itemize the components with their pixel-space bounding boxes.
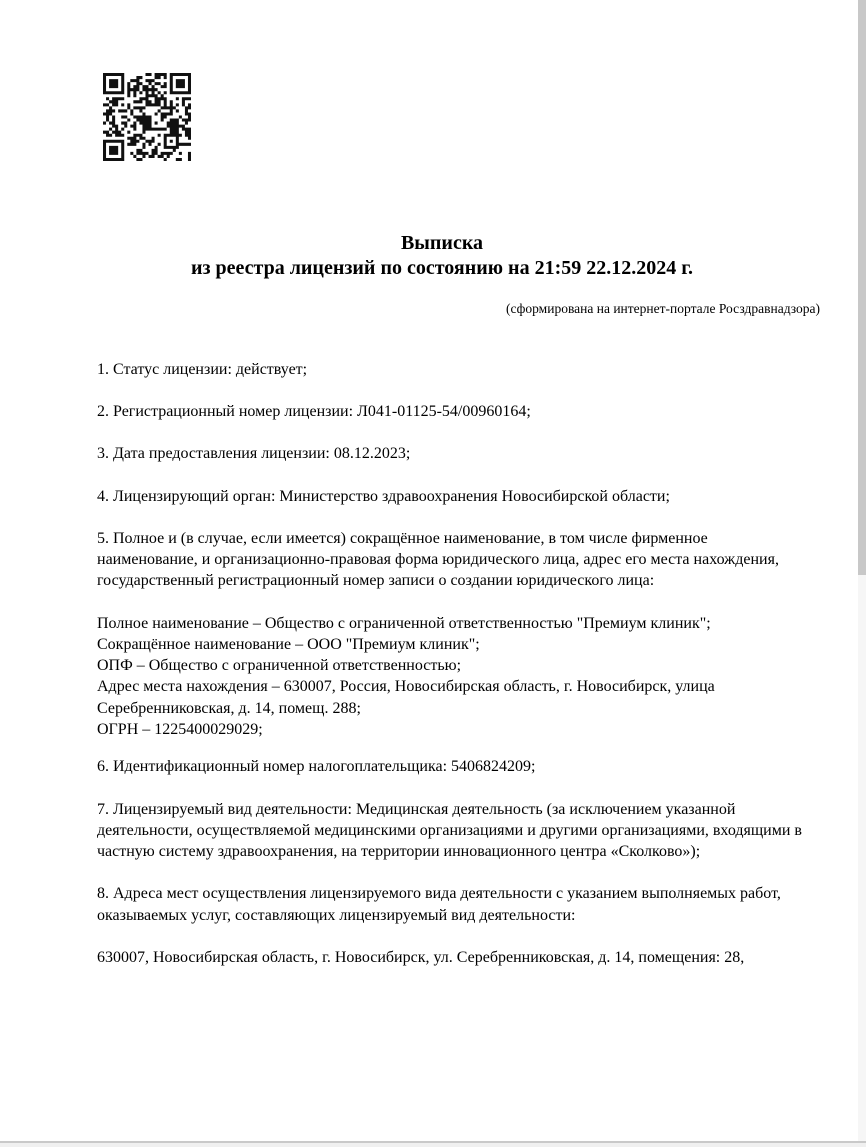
paragraph-license-status: 1. Статус лицензии: действует;	[97, 361, 308, 378]
scrollbar[interactable]	[858, 0, 866, 1147]
title-line-2: из реестра лицензий по состоянию на 21:59 22.12.2024 г.	[190, 257, 694, 279]
paragraph-activity-address: 630007, Новосибирская область, г. Новосибирск, ул. Серебренниковская, д. 14, помещения: 28,	[97, 948, 745, 966]
paragraph-inn: 6. Идентификационный номер налогоплательщика: 5406824209;	[97, 758, 536, 776]
title-line-1: Выписка	[400, 232, 484, 254]
qr-code	[103, 73, 191, 161]
paragraph-grant-date: 3. Дата предоставления лицензии: 08.12.2023;	[97, 445, 411, 463]
paragraph-organization-intro: 5. Полное и (в случае, если имеется) сокращённое наименование, в том числе фирменное наименование, и организационно-правовая форма юридического лица, адрес его места нахождения, государственный регистрационный номер записи о создании юридического лица:	[97, 529, 779, 590]
paragraph-licensing-authority: 4. Лицензирующий орган: Министерство здравоохранения Новосибирской области;	[97, 487, 670, 505]
document-title	[97, 231, 787, 281]
org-short-name: Сокращённое наименование – ООО "Премиум клиник";	[97, 635, 480, 653]
org-full-name: Полное наименование – Общество с ограниченной ответственностью "Премиум клиник";	[97, 614, 711, 632]
paragraph-licensed-activity: 7. Лицензируемый вид деятельности: Медицинская деятельность (за исключением указанной деятельности, осуществляемой медицинскими организациями и другими организациями, входящими в частную систему здравоохранения, на территории инновационного центра «Сколково»);	[97, 800, 802, 861]
org-ogrn: ОГРН – 1225400029029;	[97, 721, 263, 739]
org-address: Адрес места нахождения – 630007, Россия, Новосибирская область, г. Новосибирск, улица Серебренниковская, д. 14, помещ. 288;	[97, 678, 715, 717]
scrollbar-thumb[interactable]	[858, 0, 866, 575]
paragraph-registration-number: 2. Регистрационный номер лицензии: Л041-01125-54/00960164;	[97, 403, 531, 421]
formed-note: (сформирована на интернет-портале Росздравнадзора)	[505, 301, 820, 316]
paragraph-addresses-intro: 8. Адреса мест осуществления лицензируемого вида деятельности с указанием выполняемых работ, оказываемых услуг, составляющих лицензируемый вид деятельности:	[97, 885, 781, 924]
viewer-background	[0, 1143, 866, 1147]
document-body	[97, 359, 812, 989]
org-legal-form: ОПФ – Общество с ограниченной ответственностью;	[97, 657, 462, 675]
